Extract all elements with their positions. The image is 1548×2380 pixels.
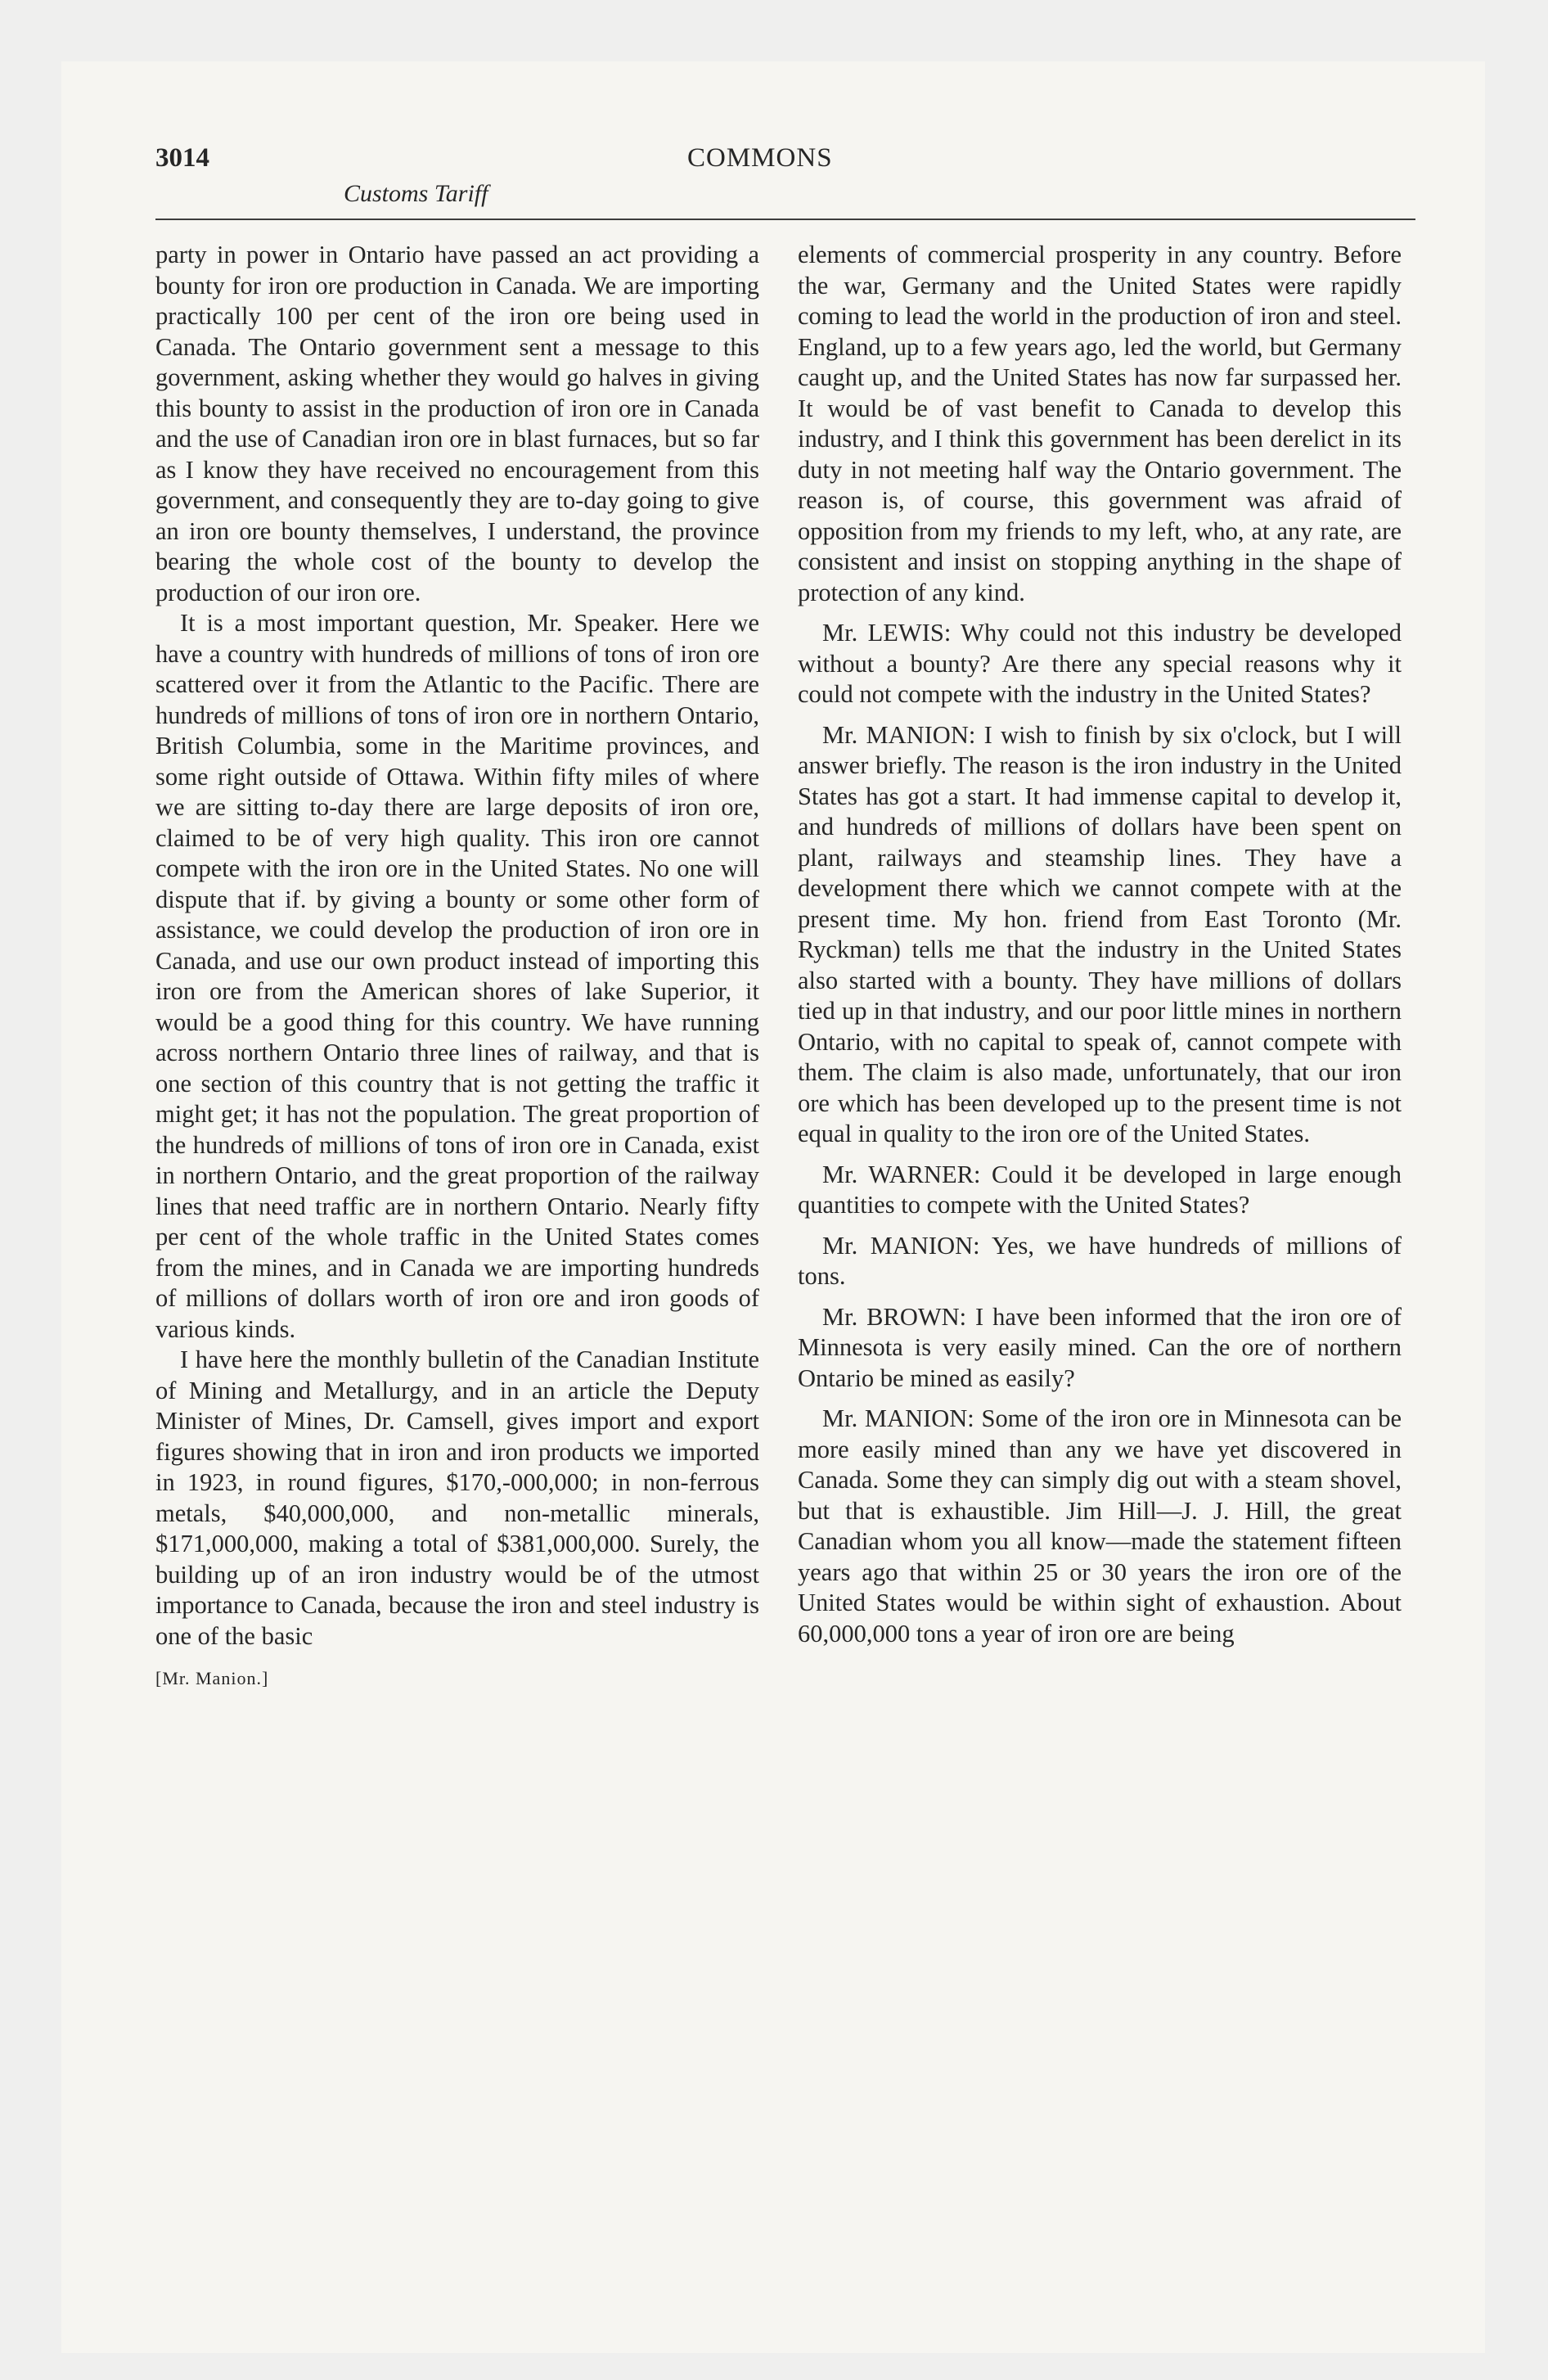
left-column [155,240,759,1694]
speaker-attribution: [Mr. Manion.] [155,1668,269,1688]
paragraph: Mr. BROWN: I have been informed that the iron ore of Minnesota is very easily mined. Can the ore of northern Ontario be mined as easily? [798,1302,1402,1392]
paragraph: party in power in Ontario have passed an act providing a bounty for iron ore production in Canada. We are importing practically 100 per cent of the iron ore being used in Canada. The Ontario government sent a message to this government, asking whether they would go halves in giving this bounty to assist in the production of iron ore in Canada and the use of Canadian iron ore in blast furnaces, but so far as I know they have received no encouragement from this government, and consequently they are to-day going to give an iron ore bounty themselves, I understand, the province bearing the whole cost of the bounty to develop the production of our iron ore. [155,241,759,606]
paragraph: Mr. LEWIS: Why could not this industry be developed without a bounty? Are there any special reasons why it could not compete with the industry in the United States? [798,619,1402,708]
page-number: 3014 [155,143,209,173]
paragraph: It is a most important question, Mr. Speaker. Here we have a country with hundreds of millions of tons of iron ore scattered over it from the Atlantic to the Pacific. There are hundreds of millions of tons of iron ore in northern Ontario, British Columbia, some in the Maritime provinces, and some right outside of Ottawa. Within fifty miles of where we are sitting to-day there are large deposits of iron ore, claimed to be of very high quality. This iron ore cannot compete with the iron ore in the United States. No one will dispute that if. by giving a bounty or some other form of assistance, we could develop the production of iron ore in Canada, and use our own product instead of importing this iron ore from the American shores of lake Superior, it would be a good thing for this country. We have running across northern Ontario three lines of railway, and that is one section of this country that is not getting the traffic it might get; it has not the population. The great proportion of the hundreds of millions of tons of iron ore in Canada, exist in northern Ontario, and the great proportion of the railway lines that need traffic are in northern Ontario. Nearly fifty per cent of the whole traffic in the United States comes from the mines, and in Canada we are importing hundreds of millions of dollars worth of iron ore and iron goods of various kinds. [155,609,759,1343]
house-title: COMMONS [687,143,833,173]
paragraph: elements of commercial prosperity in any country. Before the war, Germany and the United States were rapidly coming to lead the world in the production of iron and steel. England, up to a few years ago, led the world, but Germany caught up, and the United States has now far surpassed her. It would be of vast benefit to Canada to develop this industry, and I think this government has been derelict in its duty in not meeting half way the Ontario government. The reason is, of course, this government was afraid of opposition from my friends to my left, who, at any rate, are consistent and insist on stopping anything in the shape of protection of any kind. [798,241,1402,606]
hansard-page [155,143,1415,2288]
paragraph: Mr. MANION: I wish to finish by six o'clock, but I will answer briefly. The reason is the iron industry in the United States has got a start. It had immense capital to develop it, and hundreds of millions of dollars have been spent on plant, railways and steamship lines. They have a development there which we cannot compete with at the present time. My hon. friend from East Toronto (Mr. Ryckman) tells me that the industry in the United States also started with a bounty. They have millions of dollars tied up in that industry, and our poor little mines in northern Ontario, with no capital to speak of, cannot compete with them. The claim is also made, unfortunately, that our iron ore which has been developed up to the present time is not equal in quality to the iron ore of the United States. [798,720,1402,1147]
paragraph: I have here the monthly bulletin of the Canadian Institute of Mining and Metallurgy, and in an article the Deputy Minister of Mines, Dr. Camsell, gives import and export figures showing that in iron and iron products we imported in 1923, in round figures, $170,-000,000; in non-ferrous metals, $40,000,000, and non-metallic minerals, $171,000,000, making a total of $381,000,000. Surely, the building up of an iron industry would be of the utmost importance to Canada, because the iron and steel industry is one of the basic [155,1346,759,1650]
paragraph: Mr. WARNER: Could it be developed in large enough quantities to compete with the United States? [798,1160,1402,1219]
paragraph: Mr. MANION: Yes, we have hundreds of millions of tons. [798,1231,1402,1290]
header-rule [155,219,1415,220]
right-column [798,240,1402,1649]
section-title: Customs Tariff [344,180,488,207]
paragraph: Mr. MANION: Some of the iron ore in Minnesota can be more easily mined than any we have yet discovered in Canada. Some they can simply dig out with a steam shovel, but that is exhaustible. Jim Hill—J. J. Hill, the great Canadian whom you all know—made the statement fifteen years ago that within 25 or 30 years the iron ore of the United States would be within sight of exhaustion. About 60,000,000 tons a year of iron ore are being [798,1404,1402,1648]
running-header [155,143,1415,223]
